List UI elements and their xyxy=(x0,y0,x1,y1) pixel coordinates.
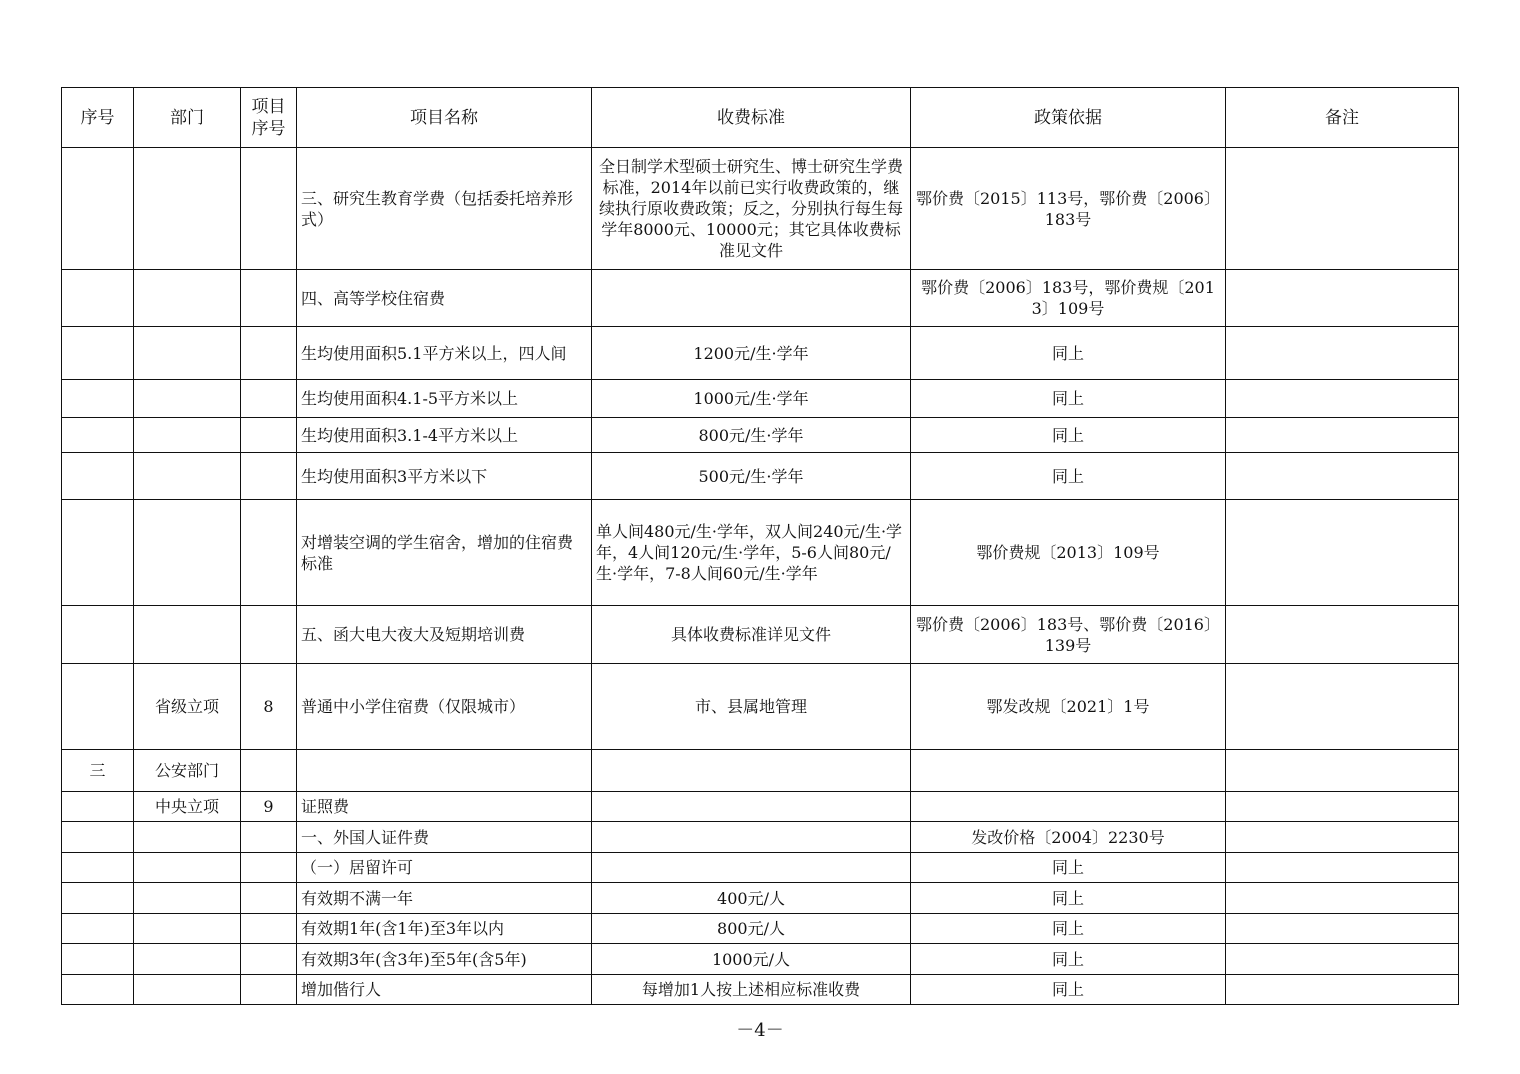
cell-item-no: 9 xyxy=(241,792,297,822)
cell-seq xyxy=(62,664,134,750)
cell-item-name: 生均使用面积5.1平方米以上，四人间 xyxy=(297,327,592,380)
table-body xyxy=(62,148,1459,1005)
cell-remarks xyxy=(1226,418,1459,453)
cell-fee-standard xyxy=(592,792,911,822)
cell-item-name: 证照费 xyxy=(297,792,592,822)
cell-policy-basis: 同上 xyxy=(911,914,1226,944)
cell-seq xyxy=(62,853,134,883)
header-seq: 序号 xyxy=(62,88,134,148)
header-item-no: 项目序号 xyxy=(241,88,297,148)
header-fee-standard: 收费标准 xyxy=(592,88,911,148)
cell-fee-standard xyxy=(592,822,911,853)
header-row xyxy=(62,88,1459,148)
cell-policy-basis xyxy=(911,750,1226,792)
cell-item-name: 生均使用面积4.1-5平方米以上 xyxy=(297,380,592,418)
cell-dept: 公安部门 xyxy=(134,750,241,792)
cell-policy-basis: 发改价格〔2004〕2230号 xyxy=(911,822,1226,853)
table-row xyxy=(62,500,1459,606)
cell-fee-standard: 市、县属地管理 xyxy=(592,664,911,750)
cell-remarks xyxy=(1226,270,1459,327)
cell-seq xyxy=(62,606,134,664)
cell-remarks xyxy=(1226,453,1459,500)
cell-policy-basis: 鄂价费〔2006〕183号、鄂价费〔2016〕139号 xyxy=(911,606,1226,664)
cell-seq: 三 xyxy=(62,750,134,792)
table-row xyxy=(62,270,1459,327)
cell-dept: 省级立项 xyxy=(134,664,241,750)
cell-item-no xyxy=(241,944,297,975)
cell-remarks xyxy=(1226,914,1459,944)
cell-policy-basis: 同上 xyxy=(911,853,1226,883)
header-remarks: 备注 xyxy=(1226,88,1459,148)
cell-item-no xyxy=(241,975,297,1005)
cell-dept xyxy=(134,975,241,1005)
table-row xyxy=(62,380,1459,418)
cell-item-name: 生均使用面积3平方米以下 xyxy=(297,453,592,500)
cell-dept: 中央立项 xyxy=(134,792,241,822)
cell-remarks xyxy=(1226,792,1459,822)
cell-fee-standard xyxy=(592,750,911,792)
cell-item-no: 8 xyxy=(241,664,297,750)
cell-remarks xyxy=(1226,944,1459,975)
cell-policy-basis: 同上 xyxy=(911,944,1226,975)
table-row xyxy=(62,822,1459,853)
table-row xyxy=(62,148,1459,270)
cell-remarks xyxy=(1226,500,1459,606)
table-row xyxy=(62,975,1459,1005)
cell-item-name: 三、研究生教育学费（包括委托培养形式） xyxy=(297,148,592,270)
cell-item-no xyxy=(241,270,297,327)
cell-policy-basis: 鄂发改规〔2021〕1号 xyxy=(911,664,1226,750)
cell-dept xyxy=(134,914,241,944)
cell-item-no xyxy=(241,853,297,883)
cell-item-name: 四、高等学校住宿费 xyxy=(297,270,592,327)
table-row xyxy=(62,944,1459,975)
cell-policy-basis: 鄂价费〔2006〕183号，鄂价费规〔2013〕109号 xyxy=(911,270,1226,327)
cell-seq xyxy=(62,792,134,822)
cell-seq xyxy=(62,453,134,500)
table-row xyxy=(62,664,1459,750)
header-item-name: 项目名称 xyxy=(297,88,592,148)
table-row xyxy=(62,853,1459,883)
cell-dept xyxy=(134,270,241,327)
cell-dept xyxy=(134,822,241,853)
header-policy-basis: 政策依据 xyxy=(911,88,1226,148)
cell-seq xyxy=(62,500,134,606)
cell-item-name: 五、函大电大夜大及短期培训费 xyxy=(297,606,592,664)
cell-seq xyxy=(62,418,134,453)
cell-item-no xyxy=(241,418,297,453)
cell-seq xyxy=(62,883,134,914)
table-row xyxy=(62,750,1459,792)
table-row xyxy=(62,792,1459,822)
cell-policy-basis: 同上 xyxy=(911,883,1226,914)
cell-fee-standard: 1000元/生·学年 xyxy=(592,380,911,418)
cell-fee-standard: 800元/人 xyxy=(592,914,911,944)
cell-item-name: 有效期3年(含3年)至5年(含5年) xyxy=(297,944,592,975)
cell-fee-standard: 800元/生·学年 xyxy=(592,418,911,453)
table-row xyxy=(62,327,1459,380)
cell-fee-standard: 500元/生·学年 xyxy=(592,453,911,500)
cell-fee-standard: 每增加1人按上述相应标准收费 xyxy=(592,975,911,1005)
cell-dept xyxy=(134,148,241,270)
cell-policy-basis: 鄂价费规〔2013〕109号 xyxy=(911,500,1226,606)
cell-seq xyxy=(62,380,134,418)
cell-item-name xyxy=(297,750,592,792)
cell-fee-standard xyxy=(592,270,911,327)
cell-fee-standard: 400元/人 xyxy=(592,883,911,914)
cell-fee-standard xyxy=(592,853,911,883)
cell-dept xyxy=(134,380,241,418)
cell-policy-basis: 同上 xyxy=(911,453,1226,500)
cell-fee-standard: 1200元/生·学年 xyxy=(592,327,911,380)
cell-dept xyxy=(134,500,241,606)
cell-policy-basis: 同上 xyxy=(911,327,1226,380)
table-row xyxy=(62,418,1459,453)
cell-item-name: 增加偕行人 xyxy=(297,975,592,1005)
cell-seq xyxy=(62,944,134,975)
fee-table xyxy=(61,87,1459,1005)
table-row xyxy=(62,606,1459,664)
cell-item-no xyxy=(241,606,297,664)
cell-seq xyxy=(62,327,134,380)
cell-remarks xyxy=(1226,883,1459,914)
cell-fee-standard: 全日制学术型硕士研究生、博士研究生学费标准，2014年以前已实行收费政策的，继续执行原收费政策；反之，分别执行每生每学年8000元、10000元；其它具体收费标准见文件 xyxy=(592,148,911,270)
cell-item-name: （一）居留许可 xyxy=(297,853,592,883)
cell-item-no xyxy=(241,500,297,606)
cell-seq xyxy=(62,975,134,1005)
cell-fee-standard: 单人间480元/生·学年，双人间240元/生·学年，4人间120元/生·学年，5-6人间80元/生·学年，7-8人间60元/生·学年 xyxy=(592,500,911,606)
cell-policy-basis: 同上 xyxy=(911,418,1226,453)
cell-dept xyxy=(134,883,241,914)
cell-fee-standard: 1000元/人 xyxy=(592,944,911,975)
cell-item-name: 普通中小学住宿费（仅限城市） xyxy=(297,664,592,750)
cell-item-no xyxy=(241,750,297,792)
cell-item-no xyxy=(241,914,297,944)
cell-dept xyxy=(134,453,241,500)
cell-remarks xyxy=(1226,327,1459,380)
cell-dept xyxy=(134,418,241,453)
page-number: －4－ xyxy=(736,1020,784,1041)
cell-item-no xyxy=(241,327,297,380)
cell-fee-standard: 具体收费标准详见文件 xyxy=(592,606,911,664)
table-row xyxy=(62,883,1459,914)
cell-item-no xyxy=(241,453,297,500)
cell-dept xyxy=(134,944,241,975)
cell-remarks xyxy=(1226,664,1459,750)
cell-seq xyxy=(62,270,134,327)
cell-seq xyxy=(62,148,134,270)
table-row xyxy=(62,914,1459,944)
cell-seq xyxy=(62,822,134,853)
header-dept: 部门 xyxy=(134,88,241,148)
cell-policy-basis: 鄂价费〔2015〕113号，鄂价费〔2006〕183号 xyxy=(911,148,1226,270)
cell-policy-basis xyxy=(911,792,1226,822)
cell-dept xyxy=(134,853,241,883)
cell-remarks xyxy=(1226,853,1459,883)
cell-remarks xyxy=(1226,822,1459,853)
cell-remarks xyxy=(1226,750,1459,792)
table-row xyxy=(62,453,1459,500)
cell-item-name: 对增装空调的学生宿舍，增加的住宿费标准 xyxy=(297,500,592,606)
cell-policy-basis: 同上 xyxy=(911,380,1226,418)
cell-item-name: 一、外国人证件费 xyxy=(297,822,592,853)
cell-item-name: 生均使用面积3.1-4平方米以上 xyxy=(297,418,592,453)
cell-item-name: 有效期1年(含1年)至3年以内 xyxy=(297,914,592,944)
cell-remarks xyxy=(1226,380,1459,418)
cell-seq xyxy=(62,914,134,944)
cell-dept xyxy=(134,606,241,664)
cell-policy-basis: 同上 xyxy=(911,975,1226,1005)
cell-remarks xyxy=(1226,148,1459,270)
cell-item-no xyxy=(241,148,297,270)
cell-dept xyxy=(134,327,241,380)
cell-item-no xyxy=(241,822,297,853)
cell-item-name: 有效期不满一年 xyxy=(297,883,592,914)
cell-item-no xyxy=(241,883,297,914)
cell-remarks xyxy=(1226,606,1459,664)
cell-remarks xyxy=(1226,975,1459,1005)
cell-item-no xyxy=(241,380,297,418)
